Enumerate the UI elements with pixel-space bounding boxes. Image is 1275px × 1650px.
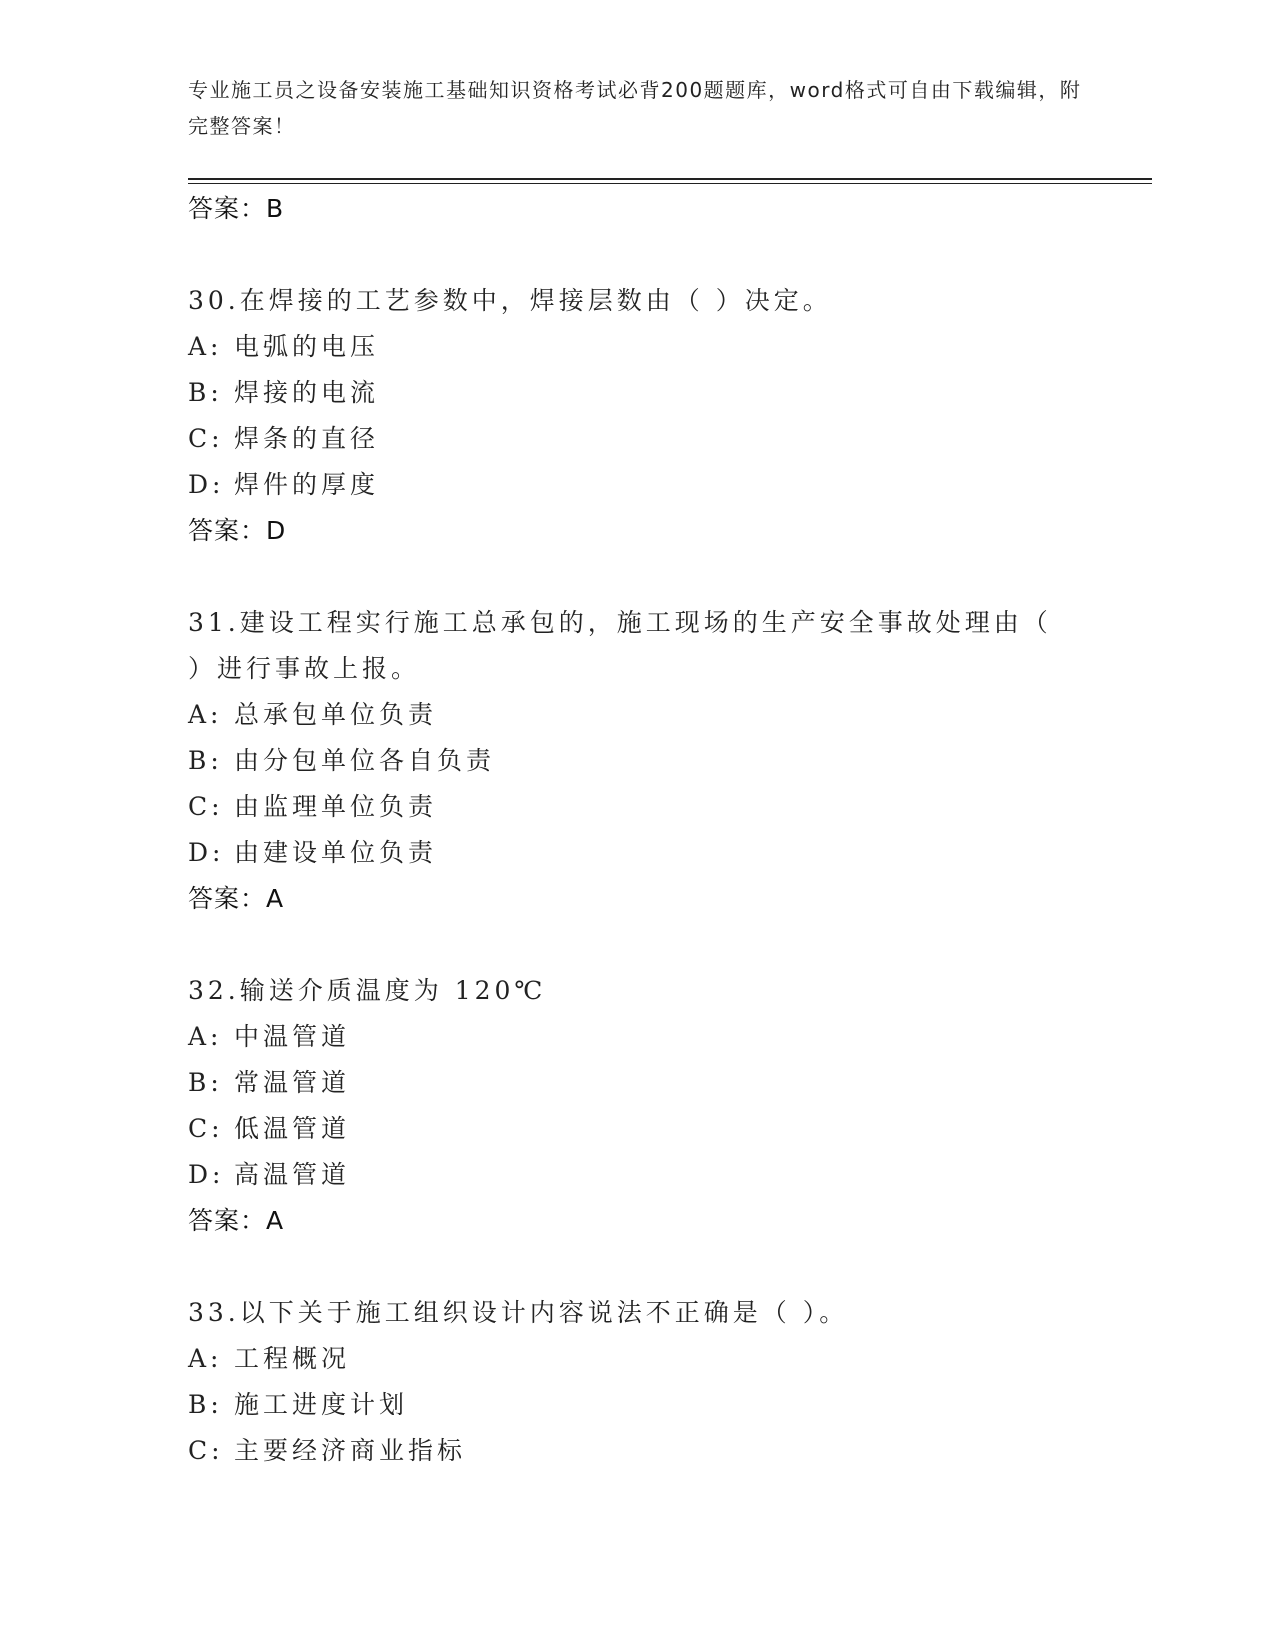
answer-line: 答案：B: [188, 194, 285, 223]
option-letter: B:: [188, 378, 223, 407]
option-letter: A:: [188, 700, 223, 729]
option-letter: D:: [188, 470, 225, 499]
option-b: [188, 370, 1088, 416]
option-text: 工程概况: [234, 1344, 351, 1373]
answer-line: 答案：D: [188, 516, 287, 545]
question-stem: 30.在焊接的工艺参数中，焊接层数由（ ）决定。: [188, 286, 832, 315]
option-text: 总承包单位负责: [234, 700, 438, 729]
option-a: [188, 1014, 1088, 1060]
option-d: [188, 462, 1088, 508]
option-d: [188, 1152, 1088, 1198]
option-d: [188, 830, 1088, 876]
answer-line: 答案：A: [188, 884, 285, 913]
option-letter: B:: [188, 746, 223, 775]
header-divider-thin: [188, 183, 1152, 184]
option-text: 由分包单位各自负责: [234, 746, 496, 775]
header-divider: [188, 178, 1152, 180]
question-stem: 31.建设工程实行施工总承包的，施工现场的生产安全事故处理由（ ）进行事故上报。: [188, 608, 1052, 683]
option-letter: A:: [188, 1022, 223, 1051]
option-text: 低温管道: [234, 1114, 351, 1143]
question-block: [188, 1290, 1088, 1474]
option-b: [188, 1382, 1088, 1428]
option-letter: B:: [188, 1068, 223, 1097]
question-block: [188, 278, 1088, 554]
document-body: [188, 186, 1088, 1474]
option-text: 焊条的直径: [234, 424, 380, 453]
option-text: 中温管道: [234, 1022, 351, 1051]
option-letter: C:: [188, 792, 224, 821]
option-a: [188, 324, 1088, 370]
option-letter: D:: [188, 1160, 225, 1189]
option-a: [188, 692, 1088, 738]
option-text: 由建设单位负责: [234, 838, 438, 867]
option-text: 电弧的电压: [234, 332, 380, 361]
option-text: 高温管道: [234, 1160, 351, 1189]
page-header: 专业施工员之设备安装施工基础知识资格考试必背200题题库，word格式可自由下载编辑，附完整答案！: [188, 78, 1082, 138]
question-block: [188, 600, 1088, 922]
option-text: 主要经济商业指标: [234, 1436, 467, 1465]
option-letter: C:: [188, 1436, 224, 1465]
option-c: [188, 416, 1088, 462]
option-letter: D:: [188, 838, 225, 867]
question-stem: 33.以下关于施工组织设计内容说法不正确是（ ）。: [188, 1298, 849, 1327]
question-stem: 32.输送介质温度为 120℃: [188, 976, 547, 1005]
option-text: 施工进度计划: [234, 1390, 409, 1419]
option-text: 由监理单位负责: [234, 792, 438, 821]
option-letter: B:: [188, 1390, 223, 1419]
option-letter: A:: [188, 332, 223, 361]
option-text: 焊接的电流: [234, 378, 380, 407]
option-c: [188, 784, 1088, 830]
option-text: 常温管道: [234, 1068, 351, 1097]
question-block: [188, 968, 1088, 1244]
option-letter: C:: [188, 424, 224, 453]
option-c: [188, 1106, 1088, 1152]
option-letter: A:: [188, 1344, 223, 1373]
option-letter: C:: [188, 1114, 224, 1143]
option-a: [188, 1336, 1088, 1382]
answer-line: 答案：A: [188, 1206, 285, 1235]
option-c: [188, 1428, 1088, 1474]
option-b: [188, 738, 1088, 784]
option-text: 焊件的厚度: [234, 470, 380, 499]
option-b: [188, 1060, 1088, 1106]
